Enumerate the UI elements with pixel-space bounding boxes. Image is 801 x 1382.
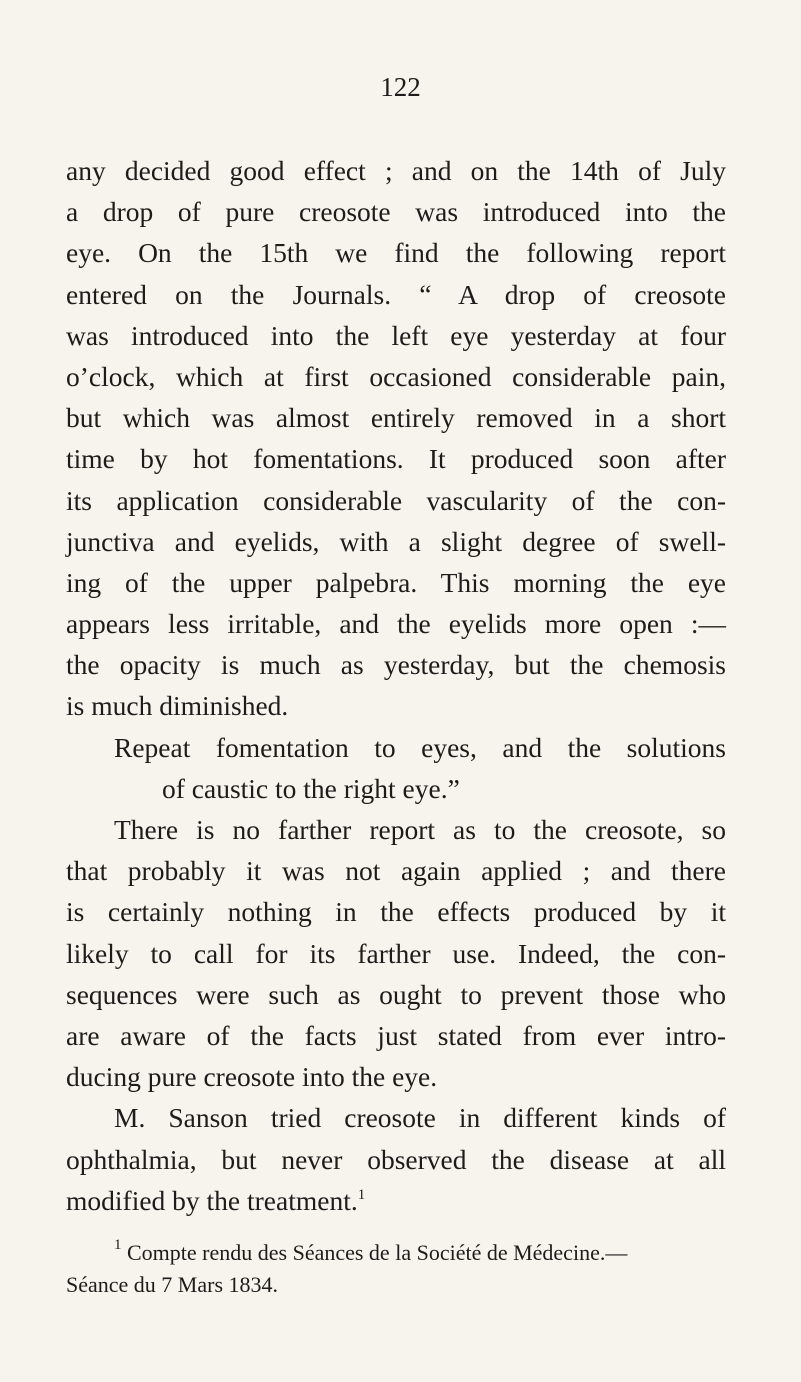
text-line: There is no farther report as to the creosote, so (114, 814, 726, 845)
text-line: ducing pure creosote into the eye. (66, 1061, 438, 1093)
text-line: a drop of pure creosote was introduced into the (66, 196, 726, 228)
text-line: M. Sanson tried creosote in different kinds of (114, 1102, 726, 1134)
text-line: but which was almost entirely removed in a short (66, 402, 726, 434)
text-line: is much diminished. (66, 690, 289, 722)
text-line: time by hot fomentations. It produced soon after (66, 443, 726, 475)
prescription-line: Repeat fomentation to eyes, and the solutions (114, 731, 726, 763)
text-line: any decided good effect ; and on the 14th of July (66, 155, 726, 186)
text-line: was introduced into the left eye yesterday at four (66, 319, 726, 351)
text-line: is certainly nothing in the effects produced by it (66, 896, 726, 928)
text-line (66, 1180, 726, 1221)
text-line: its application considerable vascularity of the con- (66, 484, 726, 516)
text-line: entered on the Journals. “ A drop of creosote (66, 278, 726, 310)
text-line: ophthalmia, but never observed the disease at all (66, 1143, 726, 1175)
text-line-content: modified by the treatment. (66, 1184, 358, 1216)
footnote-text: Compte rendu des Séances de la Société de Médecine.— (127, 1240, 628, 1265)
footnote-line (66, 1237, 726, 1269)
text-line: o’clock, which at first occasioned considerable pain, (66, 360, 726, 392)
text-line: that probably it was not again applied ; and there (66, 855, 726, 887)
footnote-line: Séance du 7 Mars 1834. (66, 1272, 279, 1297)
footnote-marker: 1 (114, 1237, 122, 1253)
text-line: junctiva and eyelids, with a slight degree of swell- (66, 525, 726, 557)
page-number: 122 (380, 72, 421, 102)
text-line: the opacity is much as yesterday, but the chemosis (66, 649, 726, 681)
text-line: eye. On the 15th we find the following report (66, 237, 726, 269)
prescription-line: of caustic to the right eye.” (162, 772, 460, 804)
footnote (66, 1237, 726, 1301)
text-line: are aware of the facts just stated from ever intro- (66, 1019, 726, 1051)
text-line: ing of the upper palpebra. This morning the eye (66, 566, 726, 598)
footnote-reference: 1 (357, 1186, 366, 1203)
text-line: likely to call for its farther use. Indeed, the con- (66, 937, 726, 969)
text-line: sequences were such as ought to prevent those who (66, 978, 726, 1010)
body-text (66, 150, 726, 1221)
text-line: appears less irritable, and the eyelids more open :— (66, 608, 726, 640)
